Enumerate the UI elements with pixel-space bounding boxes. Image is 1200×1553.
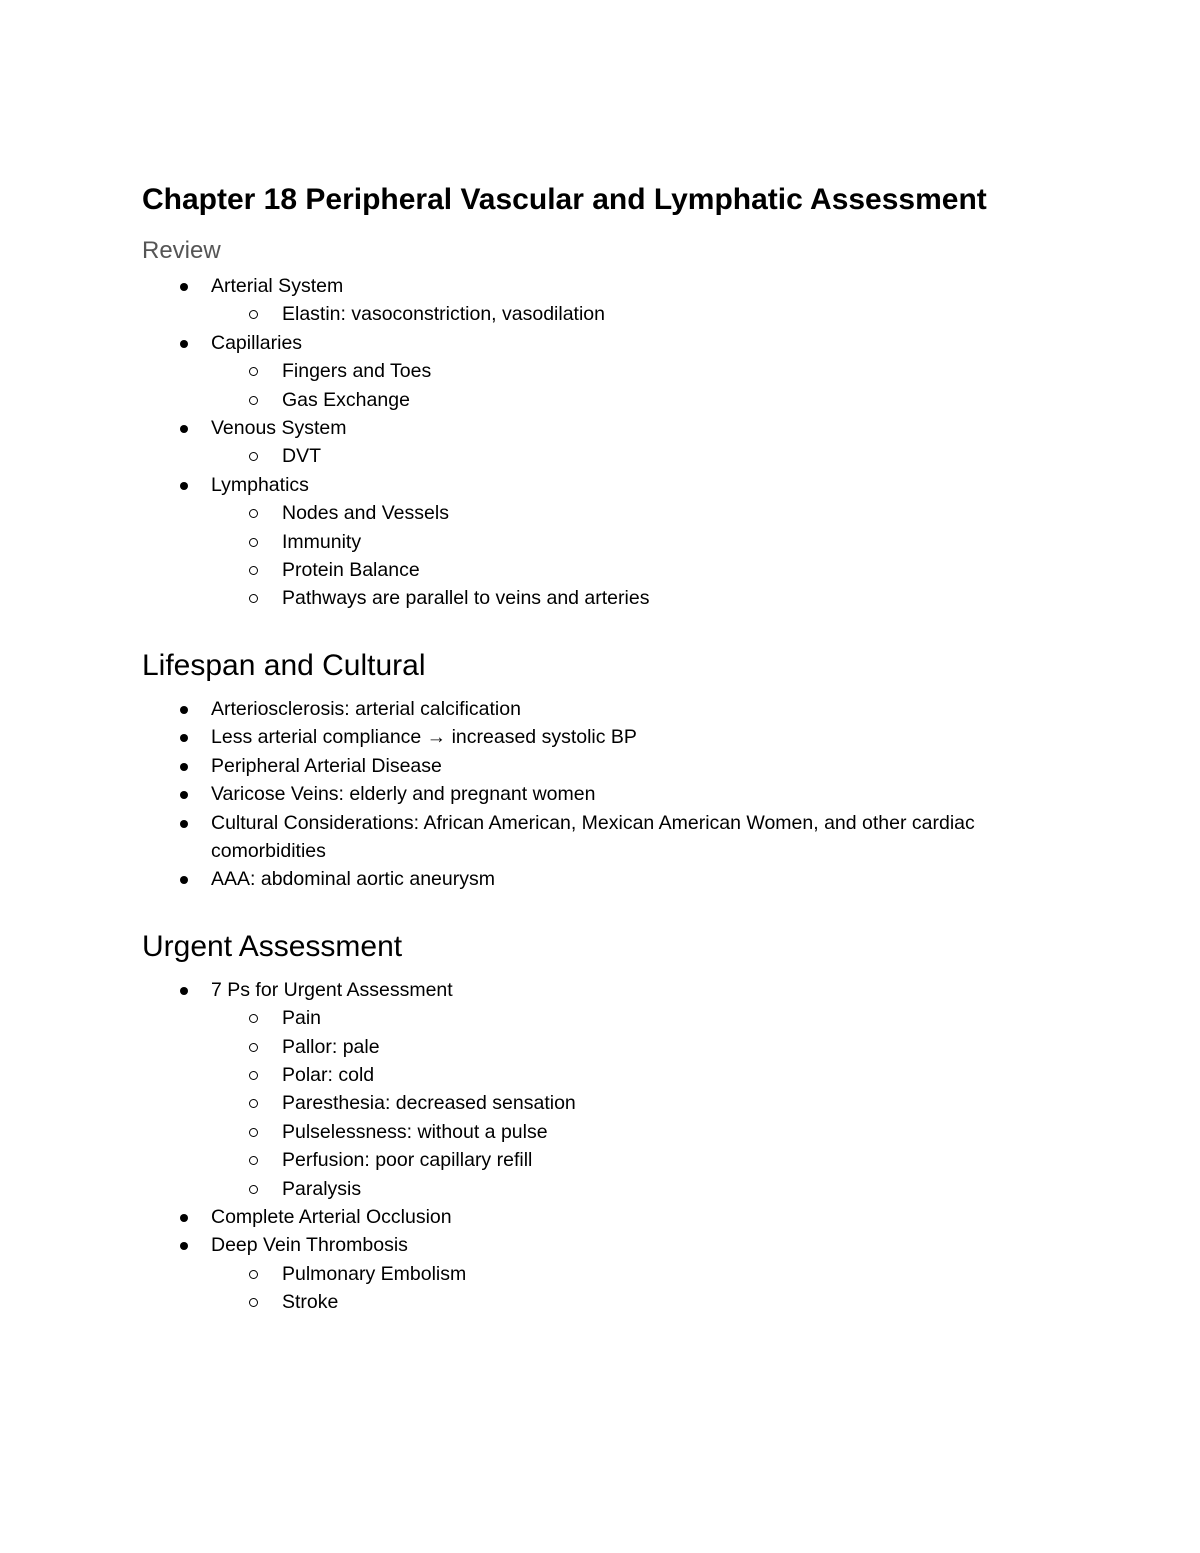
sub-list-item — [211, 442, 1082, 470]
sub-list-item — [211, 1033, 1082, 1061]
sub-list-item-text: Pallor: pale — [282, 1035, 380, 1058]
sub-list-item — [211, 556, 1082, 584]
filled-bullet-icon — [180, 283, 188, 291]
sub-list-item — [211, 357, 1082, 385]
list-item — [142, 1203, 1082, 1231]
sub-list-item-text: Pulselessness: without a pulse — [282, 1120, 548, 1143]
list-item — [142, 695, 1082, 723]
review-list — [142, 272, 1082, 613]
list-item-text: Capillaries — [211, 331, 303, 354]
list-item-text: Varicose Veins: elderly and pregnant women — [211, 783, 596, 806]
document-page — [142, 178, 1082, 1317]
sub-list-item — [211, 1288, 1082, 1316]
list-item — [142, 329, 1082, 414]
list-item — [142, 414, 1082, 471]
hollow-bullet-icon — [249, 1270, 258, 1279]
list-item-text: Complete Arterial Occlusion — [211, 1205, 452, 1228]
hollow-bullet-icon — [249, 1099, 258, 1108]
hollow-bullet-icon — [249, 1014, 258, 1023]
sub-list-item — [211, 1061, 1082, 1089]
sub-list-item-text: Polar: cold — [282, 1063, 375, 1086]
sub-list-item — [211, 1260, 1082, 1288]
sub-list-item — [211, 300, 1082, 328]
filled-bullet-icon — [180, 425, 188, 433]
review-heading: Review — [142, 237, 221, 264]
filled-bullet-icon — [180, 734, 188, 742]
lifespan-heading: Lifespan and Cultural — [142, 648, 426, 682]
list-item-text: AAA: abdominal aortic aneurysm — [211, 868, 495, 891]
list-item — [142, 976, 1082, 1203]
list-item — [142, 780, 1082, 808]
hollow-bullet-icon — [249, 594, 258, 603]
list-item — [142, 809, 1082, 866]
sub-list-item-text: Elastin: vasoconstriction, vasodilation — [282, 303, 605, 326]
filled-bullet-icon — [180, 876, 188, 884]
sub-list-item-text: Fingers and Toes — [282, 360, 432, 383]
list-item-text: Arterial System — [211, 275, 344, 297]
hollow-bullet-icon — [249, 509, 258, 518]
sub-list-item — [211, 528, 1082, 556]
sub-list-item-text: Stroke — [282, 1291, 339, 1314]
sub-list — [211, 1260, 1082, 1317]
list-item — [142, 272, 1082, 329]
list-item-text: Peripheral Arterial Disease — [211, 754, 442, 777]
urgent-list — [142, 976, 1082, 1317]
hollow-bullet-icon — [249, 310, 258, 319]
list-item-text: 7 Ps for Urgent Assessment — [211, 978, 453, 1001]
lifespan-list — [142, 695, 1082, 894]
hollow-bullet-icon — [249, 1298, 258, 1307]
filled-bullet-icon — [180, 482, 188, 490]
sub-list — [211, 1004, 1082, 1203]
list-item-text: Arteriosclerosis: arterial calcification — [211, 697, 521, 720]
sub-list — [211, 300, 1082, 328]
filled-bullet-icon — [180, 820, 188, 828]
sub-list-item — [211, 499, 1082, 527]
filled-bullet-icon — [180, 763, 188, 771]
sub-list-item — [211, 1175, 1082, 1203]
sub-list-item-text: Nodes and Vessels — [282, 502, 449, 525]
hollow-bullet-icon — [249, 1185, 258, 1194]
sub-list-item-text: Paralysis — [282, 1177, 362, 1200]
filled-bullet-icon — [180, 1214, 188, 1222]
urgent-heading: Urgent Assessment — [142, 929, 403, 963]
list-item — [142, 471, 1082, 613]
page-title: Chapter 18 Peripheral Vascular and Lymphatic Assessment — [142, 183, 987, 216]
sub-list-item — [211, 386, 1082, 414]
hollow-bullet-icon — [249, 452, 258, 461]
hollow-bullet-icon — [249, 1128, 258, 1137]
hollow-bullet-icon — [249, 1071, 258, 1080]
list-item — [142, 752, 1082, 780]
sub-list — [211, 442, 1082, 470]
list-item — [142, 723, 1082, 751]
sub-list-item — [211, 1146, 1082, 1174]
list-item-text: Lymphatics — [211, 473, 309, 496]
filled-bullet-icon — [180, 791, 188, 799]
list-item-text: Cultural Considerations: African American, Mexican American Women, and other cardiac comorbidities — [211, 811, 975, 862]
sub-list-item-text: Protein Balance — [282, 559, 420, 582]
hollow-bullet-icon — [249, 1043, 258, 1052]
filled-bullet-icon — [180, 1242, 188, 1250]
filled-bullet-icon — [180, 987, 188, 995]
sub-list — [211, 499, 1082, 613]
sub-list-item — [211, 584, 1082, 612]
sub-list-item-text: Pulmonary Embolism — [282, 1262, 467, 1285]
sub-list-item — [211, 1004, 1082, 1032]
filled-bullet-icon — [180, 340, 188, 348]
filled-bullet-icon — [180, 706, 188, 714]
sub-list-item-text: DVT — [282, 445, 321, 468]
sub-list-item-text: Immunity — [282, 530, 362, 553]
hollow-bullet-icon — [249, 538, 258, 547]
sub-list-item — [211, 1118, 1082, 1146]
hollow-bullet-icon — [249, 367, 258, 376]
sub-list — [211, 357, 1082, 414]
sub-list-item-text: Pathways are parallel to veins and arteries — [282, 587, 650, 610]
sub-list-item-text: Pain — [282, 1007, 322, 1030]
hollow-bullet-icon — [249, 396, 258, 405]
list-item-text: Less arterial compliance → increased systolic BP — [211, 726, 637, 749]
sub-list-item — [211, 1089, 1082, 1117]
list-item — [142, 865, 1082, 893]
sub-list-item-text: Paresthesia: decreased sensation — [282, 1092, 576, 1115]
list-item — [142, 1231, 1082, 1316]
hollow-bullet-icon — [249, 566, 258, 575]
sub-list-item-text: Gas Exchange — [282, 388, 410, 411]
sub-list-item-text: Perfusion: poor capillary refill — [282, 1149, 533, 1172]
list-item-text: Venous System — [211, 417, 347, 440]
list-item-text: Deep Vein Thrombosis — [211, 1234, 408, 1257]
hollow-bullet-icon — [249, 1156, 258, 1165]
